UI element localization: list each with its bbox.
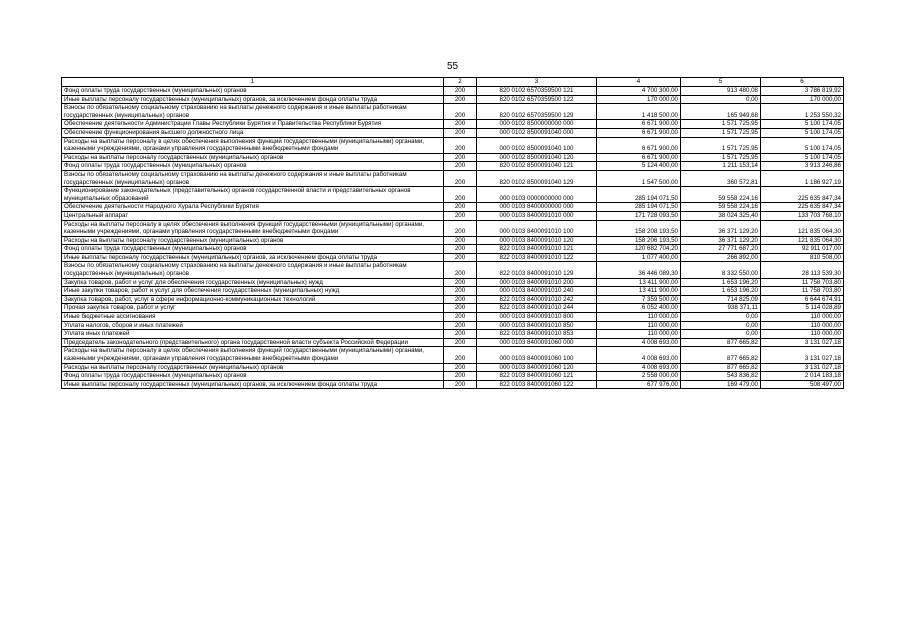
row-classification-code: 000 0103 8400091010 800	[477, 313, 597, 322]
row-classification-code: 000 0103 8400091010 100	[477, 220, 597, 236]
row-remaining-amount: 225 635 847,34	[761, 187, 844, 203]
table-row	[62, 220, 844, 236]
table-row	[62, 187, 844, 203]
row-code: 200	[444, 220, 477, 236]
row-description: Иные бюджетные ассигнования	[62, 313, 444, 322]
row-classification-code: 822 0103 8400091060 121	[477, 372, 597, 381]
row-executed-amount: 1 571 725,95	[681, 120, 761, 129]
table-row	[62, 137, 844, 153]
row-executed-amount: 1 571 725,95	[681, 128, 761, 137]
row-executed-amount: 1 653 196,20	[681, 278, 761, 287]
row-description: Фонд оплаты труда государственных (муниципальных) органов	[62, 245, 444, 254]
row-classification-code: 000 0103 8400091060 100	[477, 347, 597, 363]
table-row	[62, 330, 844, 339]
row-remaining-amount: 810 508,00	[761, 253, 844, 262]
row-approved-amount: 13 411 900,00	[597, 287, 681, 296]
table-row	[62, 380, 844, 389]
row-classification-code: 000 0103 8400000000 000	[477, 203, 597, 212]
row-remaining-amount: 11 758 703,80	[761, 278, 844, 287]
column-header: 4	[597, 78, 681, 87]
row-description: Взносы по обязательному социальному страхованию на выплаты денежного содержания и иные выплаты работникам государственных (муниципальных) органов	[62, 170, 444, 186]
row-description: Функционирование законодательных (представительных) органов государственной власти и представительных органов муниципальных образований	[62, 187, 444, 203]
row-remaining-amount: 133 703 768,10	[761, 211, 844, 220]
row-approved-amount: 120 682 704,20	[597, 245, 681, 254]
budget-table	[61, 77, 844, 389]
row-approved-amount: 158 206 193,50	[597, 236, 681, 245]
row-executed-amount: 169 479,00	[681, 380, 761, 389]
row-remaining-amount: 28 113 539,30	[761, 262, 844, 278]
table-row	[62, 95, 844, 104]
row-code: 200	[444, 170, 477, 186]
row-remaining-amount: 121 835 064,30	[761, 236, 844, 245]
row-remaining-amount: 5 100 174,05	[761, 137, 844, 153]
row-classification-code: 000 0102 8500000000 000	[477, 120, 597, 129]
row-approved-amount: 5 124 400,00	[597, 162, 681, 171]
row-approved-amount: 1 418 500,00	[597, 104, 681, 120]
row-code: 200	[444, 236, 477, 245]
row-approved-amount: 1 547 500,00	[597, 170, 681, 186]
row-description: Центральный аппарат	[62, 211, 444, 220]
row-approved-amount: 1 077 400,00	[597, 253, 681, 262]
row-code: 200	[444, 338, 477, 347]
table-row	[62, 211, 844, 220]
table-row	[62, 304, 844, 313]
row-executed-amount: 266 892,00	[681, 253, 761, 262]
row-code: 200	[444, 253, 477, 262]
row-approved-amount: 110 000,00	[597, 313, 681, 322]
table-row	[62, 128, 844, 137]
row-executed-amount: 0,00	[681, 95, 761, 104]
table-row	[62, 162, 844, 171]
table-row	[62, 87, 844, 96]
row-classification-code: 000 0103 8400091010 240	[477, 287, 597, 296]
row-remaining-amount: 5 100 174,05	[761, 128, 844, 137]
row-approved-amount: 6 671 900,00	[597, 120, 681, 129]
row-executed-amount: 165 949,68	[681, 104, 761, 120]
row-code: 200	[444, 380, 477, 389]
row-description: Расходы на выплаты персоналу в целях обеспечения выполнения функций государственными (муниципальными) органами, казенными учреждениями, органами управления государственными внебюджетными фондами	[62, 347, 444, 363]
row-approved-amount: 6 052 400,00	[597, 304, 681, 313]
row-remaining-amount: 110 000,00	[761, 321, 844, 330]
row-classification-code: 000 0103 8400091010 850	[477, 321, 597, 330]
row-code: 200	[444, 203, 477, 212]
row-classification-code: 820 0102 6570359500 121	[477, 87, 597, 96]
row-approved-amount: 285 194 071,50	[597, 203, 681, 212]
table-row	[62, 245, 844, 254]
row-classification-code: 820 0102 8500091040 121	[477, 162, 597, 171]
row-description: Фонд оплаты труда государственных (муниципальных) органов	[62, 372, 444, 381]
row-executed-amount: 543 836,82	[681, 372, 761, 381]
row-description: Взносы по обязательному социальному страхованию на выплаты денежного содержания и иные выплаты работникам государственных (муниципальных) органов	[62, 104, 444, 120]
row-remaining-amount: 3 786 819,92	[761, 87, 844, 96]
row-executed-amount: 1 653 196,20	[681, 287, 761, 296]
table-row	[62, 236, 844, 245]
row-classification-code: 822 0103 8400091010 129	[477, 262, 597, 278]
row-executed-amount: 877 665,82	[681, 338, 761, 347]
row-approved-amount: 36 446 089,30	[597, 262, 681, 278]
row-executed-amount: 1 571 725,95	[681, 137, 761, 153]
row-executed-amount: 877 665,82	[681, 363, 761, 372]
row-remaining-amount: 3 913 246,86	[761, 162, 844, 171]
row-description: Председатель законодательного (представительного) органа государственной власти субъекта Российской Федерации	[62, 338, 444, 347]
row-classification-code: 822 0103 8400091010 242	[477, 295, 597, 304]
row-remaining-amount: 225 635 847,34	[761, 203, 844, 212]
row-approved-amount: 13 411 900,00	[597, 278, 681, 287]
row-approved-amount: 2 558 000,00	[597, 372, 681, 381]
table-row	[62, 278, 844, 287]
table-row	[62, 170, 844, 186]
row-classification-code: 000 0103 8400091010 120	[477, 236, 597, 245]
row-description: Закупка товаров, работ, услуг в сфере информационно-коммуникационных технологий	[62, 295, 444, 304]
column-header: 1	[62, 78, 444, 87]
row-approved-amount: 170 000,00	[597, 95, 681, 104]
row-classification-code: 822 0103 8400091060 122	[477, 380, 597, 389]
table-row	[62, 313, 844, 322]
table-row	[62, 287, 844, 296]
column-header: 6	[761, 78, 844, 87]
row-executed-amount: 877 665,82	[681, 347, 761, 363]
row-executed-amount: 938 371,11	[681, 304, 761, 313]
row-approved-amount: 4 008 693,00	[597, 338, 681, 347]
row-description: Обеспечение деятельности Народного Хурала Республики Бурятия	[62, 203, 444, 212]
row-classification-code: 820 0102 8500091040 129	[477, 170, 597, 186]
table-row	[62, 120, 844, 129]
row-approved-amount: 110 000,00	[597, 321, 681, 330]
row-code: 200	[444, 372, 477, 381]
row-approved-amount: 4 008 693,00	[597, 363, 681, 372]
column-header: 3	[477, 78, 597, 87]
row-classification-code: 000 0103 8400091060 120	[477, 363, 597, 372]
row-executed-amount: 714 825,09	[681, 295, 761, 304]
row-description: Обеспечение функционирования высшего должностного лица	[62, 128, 444, 137]
row-description: Уплата иных платежей	[62, 330, 444, 339]
row-executed-amount: 27 771 687,20	[681, 245, 761, 254]
row-remaining-amount: 5 114 028,89	[761, 304, 844, 313]
row-executed-amount: 1 571 725,95	[681, 153, 761, 162]
row-approved-amount: 110 000,00	[597, 330, 681, 339]
row-approved-amount: 171 728 093,50	[597, 211, 681, 220]
row-code: 200	[444, 363, 477, 372]
row-remaining-amount: 3 131 027,18	[761, 347, 844, 363]
row-remaining-amount: 508 497,00	[761, 380, 844, 389]
row-classification-code: 822 0103 8400091010 121	[477, 245, 597, 254]
row-approved-amount: 677 976,00	[597, 380, 681, 389]
table-row	[62, 347, 844, 363]
row-remaining-amount: 170 000,00	[761, 95, 844, 104]
row-approved-amount: 285 194 071,50	[597, 187, 681, 203]
row-code: 200	[444, 304, 477, 313]
row-code: 200	[444, 211, 477, 220]
row-executed-amount: 38 024 325,40	[681, 211, 761, 220]
row-approved-amount: 4 008 693,00	[597, 347, 681, 363]
row-code: 200	[444, 104, 477, 120]
row-description: Расходы на выплаты персоналу государственных (муниципальных) органов	[62, 363, 444, 372]
row-classification-code: 822 0103 8400091010 244	[477, 304, 597, 313]
table-header-row	[62, 78, 844, 87]
row-code: 200	[444, 262, 477, 278]
row-approved-amount: 6 671 900,00	[597, 128, 681, 137]
table-row	[62, 253, 844, 262]
row-code: 200	[444, 120, 477, 129]
row-remaining-amount: 1 186 927,19	[761, 170, 844, 186]
row-description: Расходы на выплаты персоналу государственных (муниципальных) органов	[62, 236, 444, 245]
row-code: 200	[444, 187, 477, 203]
row-executed-amount: 0,00	[681, 313, 761, 322]
row-approved-amount: 6 671 900,00	[597, 137, 681, 153]
row-classification-code: 000 0103 8400091060 000	[477, 338, 597, 347]
row-approved-amount: 7 359 500,00	[597, 295, 681, 304]
row-description: Закупка товаров, работ и услуг для обеспечения государственных (муниципальных) нужд	[62, 278, 444, 287]
table-row	[62, 372, 844, 381]
row-code: 200	[444, 128, 477, 137]
row-executed-amount: 913 480,08	[681, 87, 761, 96]
row-executed-amount: 360 572,81	[681, 170, 761, 186]
row-executed-amount: 0,00	[681, 321, 761, 330]
row-remaining-amount: 110 000,00	[761, 330, 844, 339]
row-remaining-amount: 1 253 550,32	[761, 104, 844, 120]
row-code: 200	[444, 330, 477, 339]
row-classification-code: 820 0102 6570359500 129	[477, 104, 597, 120]
column-header: 2	[444, 78, 477, 87]
row-code: 200	[444, 87, 477, 96]
row-remaining-amount: 3 131 027,18	[761, 363, 844, 372]
column-header: 5	[681, 78, 761, 87]
row-classification-code: 000 0102 8500091040 100	[477, 137, 597, 153]
row-code: 200	[444, 245, 477, 254]
row-code: 200	[444, 278, 477, 287]
row-description: Иные выплаты персоналу государственных (муниципальных) органов, за исключением фонда оплаты труда	[62, 380, 444, 389]
row-description: Взносы по обязательному социальному страхованию на выплаты денежного содержания и иные выплаты работникам государственных (муниципальных) органов	[62, 262, 444, 278]
row-remaining-amount: 110 000,00	[761, 313, 844, 322]
row-code: 200	[444, 162, 477, 171]
row-description: Расходы на выплаты персоналу в целях обеспечения выполнения функций государственными (муниципальными) органами, казенными учреждениями, органами управления государственными внебюджетными фондами	[62, 137, 444, 153]
row-code: 200	[444, 137, 477, 153]
row-remaining-amount: 6 644 674,91	[761, 295, 844, 304]
row-description: Обеспечение деятельности Администрации Главы Республики Бурятия и Правительства Республики Бурятия	[62, 120, 444, 129]
row-classification-code: 822 0103 8400091010 122	[477, 253, 597, 262]
table-row	[62, 363, 844, 372]
row-code: 200	[444, 321, 477, 330]
table-row	[62, 321, 844, 330]
row-classification-code: 000 0102 8500091040 120	[477, 153, 597, 162]
row-remaining-amount: 11 758 703,80	[761, 287, 844, 296]
row-executed-amount: 8 332 550,00	[681, 262, 761, 278]
row-description: Расходы на выплаты персоналу в целях обеспечения выполнения функций государственными (муниципальными) органами, казенными учреждениями, органами управления государственными внебюджетными фондами	[62, 220, 444, 236]
row-executed-amount: 36 371 129,20	[681, 236, 761, 245]
row-remaining-amount: 3 131 027,18	[761, 338, 844, 347]
row-approved-amount: 4 700 300,00	[597, 87, 681, 96]
table-row	[62, 338, 844, 347]
row-executed-amount: 0,00	[681, 330, 761, 339]
row-code: 200	[444, 295, 477, 304]
page-number: 55	[446, 61, 459, 72]
row-code: 200	[444, 95, 477, 104]
row-executed-amount: 1 211 153,14	[681, 162, 761, 171]
table-row	[62, 153, 844, 162]
row-description: Расходы на выплаты персоналу государственных (муниципальных) органов	[62, 153, 444, 162]
row-description: Прочая закупка товаров, работ и услуг	[62, 304, 444, 313]
table-row	[62, 104, 844, 120]
row-remaining-amount: 121 835 064,30	[761, 220, 844, 236]
row-classification-code: 820 0102 6570359500 122	[477, 95, 597, 104]
row-code: 200	[444, 287, 477, 296]
row-description: Иные выплаты персоналу государственных (муниципальных) органов, за исключением фонда оплаты труда	[62, 95, 444, 104]
row-description: Фонд оплаты труда государственных (муниципальных) органов	[62, 87, 444, 96]
row-code: 200	[444, 347, 477, 363]
row-classification-code: 822 0103 8400091010 853	[477, 330, 597, 339]
row-code: 200	[444, 313, 477, 322]
row-remaining-amount: 5 100 174,05	[761, 153, 844, 162]
row-description: Фонд оплаты труда государственных (муниципальных) органов	[62, 162, 444, 171]
table-row	[62, 295, 844, 304]
row-description: Иные закупки товаров, работ и услуг для обеспечения государственных (муниципальных) нужд	[62, 287, 444, 296]
row-remaining-amount: 5 100 174,05	[761, 120, 844, 129]
row-description: Иные выплаты персоналу государственных (муниципальных) органов, за исключением фонда оплаты труда	[62, 253, 444, 262]
row-code: 200	[444, 153, 477, 162]
row-approved-amount: 6 671 900,00	[597, 153, 681, 162]
row-approved-amount: 158 208 193,50	[597, 220, 681, 236]
row-executed-amount: 59 558 224,16	[681, 203, 761, 212]
row-remaining-amount: 2 014 183,18	[761, 372, 844, 381]
row-executed-amount: 59 558 224,16	[681, 187, 761, 203]
row-classification-code: 000 0103 0000000000 000	[477, 187, 597, 203]
table-row	[62, 203, 844, 212]
row-description: Уплата налогов, сборов и иных платежей	[62, 321, 444, 330]
row-classification-code: 000 0103 8400091010 200	[477, 278, 597, 287]
row-classification-code: 000 0102 8500091040 000	[477, 128, 597, 137]
row-classification-code: 000 0103 8400091010 000	[477, 211, 597, 220]
row-remaining-amount: 92 911 017,00	[761, 245, 844, 254]
row-executed-amount: 36 371 129,20	[681, 220, 761, 236]
table-row	[62, 262, 844, 278]
